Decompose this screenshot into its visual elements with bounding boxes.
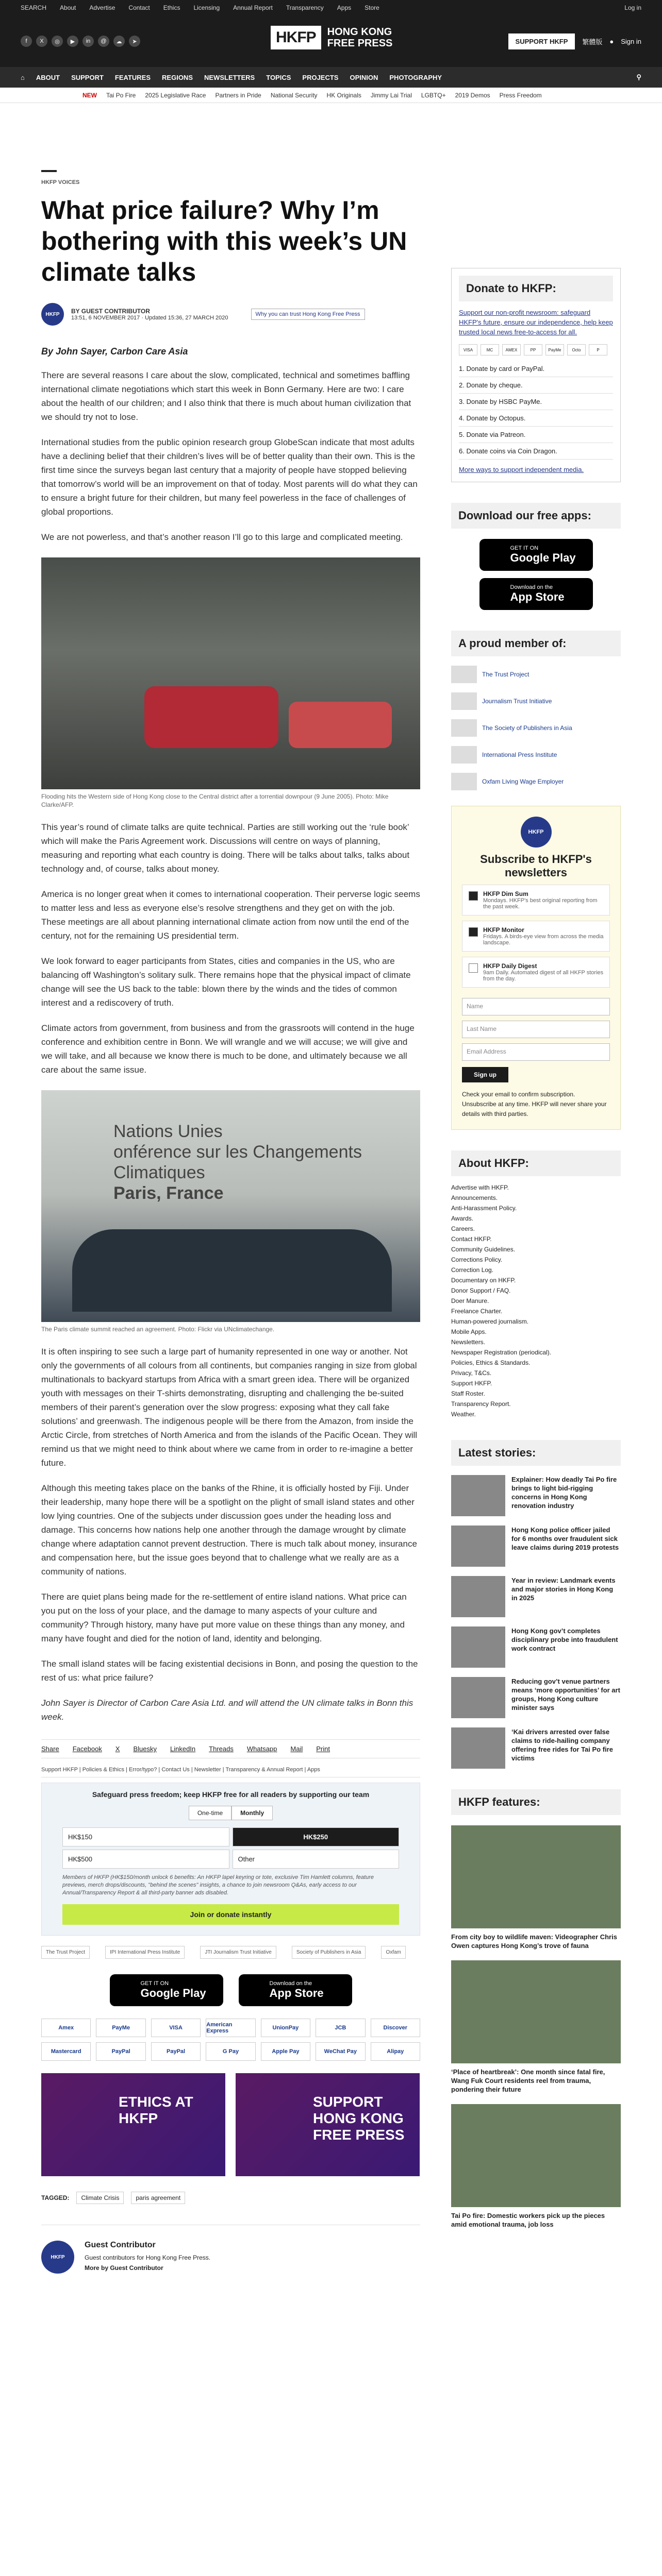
member-logo[interactable]: The Trust Project [451,666,621,683]
join-button[interactable]: Join or donate instantly [62,1904,399,1925]
payment-methods [41,2019,420,2061]
paragraph: There are several reasons I care about the slow, complicated, technical and sometimes baffling international climate negotiations which start this week in Bonn Germany. Here are two: I care about the health of our children; and I also think that there is much about human civilization that we should try not to lose. [41,370,411,422]
trust-logo[interactable]: IPI International Press Institute [105,1946,185,1959]
payment-logo: UnionPay [261,2019,310,2037]
about-link[interactable]: Staff Roster. [451,1390,485,1397]
top-utility-bar [0,0,662,15]
amount-option[interactable]: HK$500 [62,1850,229,1869]
latest-story[interactable]: Explainer: How deadly Tai Po fire brings to light bid-rigging concerns in Hong Kong renovation industry [451,1475,621,1516]
login-link[interactable]: Log in [624,4,641,11]
ethics-link[interactable]: Ethics [163,4,180,11]
donate-widget [451,268,621,482]
share-threads[interactable]: Threads [209,1745,234,1753]
author-box-name[interactable]: Guest Contributor [85,2241,156,2249]
payment-logo: American Express [206,2019,255,2037]
nav-item-support[interactable]: SUPPORT [71,73,104,81]
share-bluesky[interactable]: Bluesky [133,1745,157,1753]
about-links [451,1182,621,1419]
frequency-toggle [62,1806,399,1820]
paragraph: It is often inspiring to see such a large part of humanity represented in one way or another. Not only the governments of all colours from all continents, but companies ranging in size from global multinationals to backyard startups from Africa with a smart green idea. There will be organized youth with messages on their T-shirts demonstrating, disrupting and challenging the be-suited members of their parent’s generation over the slow progress: exposing what they call fake solutions’ and greenwash. The indigenous people will be there from the Amazon, from inside the Arctic Circle, from stretches of North America and from the islands of the Pacific Ocean. They will remind us that we might need to think about where we came from in order to re-imagine a better future. [41,1347,418,1468]
about-link[interactable]: Awards. [451,1215,474,1222]
payment-logo: Apple Pay [261,2042,310,2061]
photo-caption: Flooding hits the Western side of Hong Kong close to the Central district after a torrential downpour (9 June 2005). Photo: Mike Clarke/AFP. [41,793,389,808]
trending-link[interactable]: Press Freedom [499,91,542,99]
tags [41,2192,420,2204]
trending-link[interactable]: National Security [270,91,318,99]
app-store-badges [41,1974,420,2006]
donate-heading: Safeguard press freedom; keep HKFP free for all readers by supporting our team [92,1790,370,1799]
about-link[interactable]: Announcements. [451,1194,498,1201]
trending-link[interactable]: Partners in Pride [215,91,261,99]
author-box [41,2225,420,2274]
apps-link[interactable]: Apps [337,4,352,11]
latest-story[interactable]: Reducing gov’t venue partners means ‘more opportunities’ for art groups, Hong Kong culture minister says [451,1677,621,1718]
payment-icons [459,344,613,355]
site-header [0,15,662,67]
telegram-icon[interactable]: ➤ [129,36,140,47]
trust-logo[interactable]: Oxfam [381,1946,405,1959]
paragraph: International studies from the public opinion research group GlobeScan indicate that most adults have a declining belief that their children’s lives will be of better quality than their own. This is the first time since the surveys began last century that a majority of people have stopped believing that tomorrow’s world will be an improvement on that of today. Most parents will do what they can to ensure a bright future for their children, but many feel powerless in the face of challenges of global proportions. [41,437,418,517]
donate-method[interactable]: 4. Donate by Octopus. [459,410,613,427]
latest-story[interactable]: Year in review: Landmark events and major stories in Hong Kong in 2025 [451,1576,621,1617]
about-link[interactable]: Support HKFP. [451,1380,492,1387]
feature-story[interactable]: ‘Place of heartbreak’: One month since fatal fire, Wang Fuk Court residents reel from trauma, pondering their future [451,1960,621,2094]
nav-item-topics[interactable]: TOPICS [266,73,291,81]
member-logo[interactable]: The Society of Publishers in Asia [451,719,621,737]
section-label[interactable]: HKFP VOICES [41,179,80,185]
nav-item-newsletters[interactable]: NEWSLETTERS [204,73,255,81]
latest-story[interactable]: ‘Kai drivers arrested over false claims to ride-hailing company offering free rides for Tai Po fire victims [451,1727,621,1769]
trust-link[interactable]: Why you can trust Hong Kong Free Press [251,309,365,320]
about-link[interactable]: Corrections Policy. [451,1256,503,1263]
trust-logo[interactable]: JTI Journalism Trust Initiative [200,1946,276,1959]
licensing-link[interactable]: Licensing [193,4,220,11]
last-name-field[interactable]: Last Name [462,1021,610,1038]
share-whatsapp[interactable]: Whatsapp [246,1745,277,1753]
amount-option[interactable]: HK$150 [62,1827,229,1846]
paragraph: America is no longer great when it comes to international cooperation. Their perverse logic seems to matter less and less as everyone else’s resolve strengthens and they get on with the job. These meetings are all about planning international climate action from now until the end of the century, not for the remaining US presidential term. [41,889,420,941]
paragraph: This year’s round of climate talks are quite technical. Parties are still working out the ‘rule book’ which will make the Paris Agreement work. Discussions will centre on ways of planning, measuring and reporting what each country is doing. There will be talks about talks, talks about technology and, of course, talks about money. [41,822,410,874]
about-link[interactable]: Documentary on HKFP. [451,1277,516,1284]
nav-item-about[interactable]: ABOUT [36,73,60,81]
payment-logo: G Pay [206,2042,255,2061]
threads-icon[interactable]: @ [98,36,109,47]
donate-method[interactable]: 3. Donate by HSBC PayMe. [459,394,613,410]
hkfp-logo: HKFP [521,817,552,848]
member-logos [451,666,621,790]
flood-image [41,557,420,789]
author-name[interactable]: BY GUEST CONTRIBUTOR [71,308,150,315]
mastercard-icon: MC [481,344,499,355]
about-link[interactable]: Anti-Harassment Policy. [451,1205,517,1212]
tag-link[interactable]: paris agreement [131,2192,185,2204]
logo-mark: HKFP [271,26,321,49]
new-label: NEW [82,91,97,99]
section-rule [41,170,57,172]
newsletter-checkbox-dimsum[interactable]: HKFP Dim Sum Mondays. HKFP's best original reporting from the past week. [462,885,610,916]
author-avatar[interactable]: HKFP [41,2241,74,2274]
nav-item-projects[interactable]: PROJECTS [302,73,339,81]
contact-link[interactable]: Contact [128,4,150,11]
support-promo[interactable]: SUPPORT HONG KONG FREE PRESS [236,2073,420,2176]
paragraph: We are not powerless, and that’s another reason I’ll go to this large and complicated meeting. [41,532,403,542]
footer-links[interactable]: Support HKFP | Policies & Ethics | Error/typo? | Contact Us | Newsletter | Transparency & Annual Report | Apps [41,1767,420,1777]
more-by-author-link[interactable]: More by Guest Contributor [85,2264,163,2272]
about-link[interactable]: Community Guidelines. [451,1246,516,1253]
author-box-desc: Guest contributors for Hong Kong Free Press. [85,2254,211,2261]
trending-link[interactable]: Jimmy Lai Trial [370,91,412,99]
paris-photo [41,1090,420,1333]
google-play-badge[interactable]: GET IT ON Google Play [110,1974,223,2006]
about-link[interactable]: Weather. [451,1411,476,1418]
photo-caption: The Paris climate summit reached an agreement. Photo: Flickr via UNclimatechange. [41,1326,275,1333]
about-link[interactable]: Advertise with HKFP. [451,1184,509,1191]
store-link[interactable]: Store [365,4,379,11]
facebook-icon[interactable]: f [21,36,32,47]
nav-item-features[interactable]: FEATURES [114,73,151,81]
donate-method[interactable]: 2. Donate by cheque. [459,377,613,394]
payment-logo: JCB [316,2019,365,2037]
visa-icon: VISA [459,344,477,355]
amount-option-selected[interactable]: HK$250 [233,1827,400,1846]
about-title: About HKFP: [451,1150,621,1176]
trust-logo[interactable]: Society of Publishers in Asia [292,1946,366,1959]
trending-bar [0,88,662,103]
donate-method[interactable]: 6. Donate coins via Coin Dragon. [459,443,613,460]
payment-logo: PayPal [151,2042,201,2061]
sidebar [451,103,621,2274]
linkedin-icon[interactable]: in [82,36,94,47]
about-link[interactable]: Correction Log. [451,1266,494,1274]
support-button[interactable]: SUPPORT HKFP [508,33,575,49]
amount-options [62,1827,399,1869]
about-link[interactable]: Freelance Charter. [451,1308,503,1315]
about-link[interactable]: Mobile Apps. [451,1328,487,1335]
transparency-link[interactable]: Transparency [286,4,324,11]
latest-story[interactable]: Hong Kong gov’t completes disciplinary probe into fraudulent work contract [451,1626,621,1668]
trending-link[interactable]: Tai Po Fire [106,91,136,99]
signup-button[interactable]: Sign up [462,1067,508,1082]
member-title: A proud member of: [451,631,621,656]
latest-title: Latest stories: [451,1440,621,1466]
byline [41,303,420,326]
octopus-icon: Octo [567,344,586,355]
trust-logos [41,1946,420,1959]
email-field[interactable]: Email Address [462,1043,610,1061]
author-avatar[interactable]: HKFP [41,303,64,326]
google-play-badge[interactable]: GET IT ON Google Play [479,539,593,571]
feature-story[interactable]: Tai Po fire: Domestic workers pick up the pieces amid emotional trauma, job loss [451,2104,621,2229]
annual-report-link[interactable]: Annual Report [233,4,273,11]
amex-icon: AMEX [502,344,521,355]
search-icon[interactable]: ⚲ [636,73,641,81]
member-logo[interactable]: International Press Institute [451,746,621,764]
name-field[interactable]: Name [462,998,610,1015]
article [41,103,420,2274]
more-ways-link[interactable]: More ways to support independent media. [459,466,584,473]
about-link[interactable]: Donor Support / FAQ. [451,1287,511,1294]
signin-link[interactable]: Sign in [621,37,641,45]
nav-item-photography[interactable]: PHOTOGRAPHY [389,73,442,81]
member-perks: Members of HKFP (HK$150/month unlock 6 benefits: An HKFP lapel keyring or tote, exclusive Tim Hamlett columns, feature previews, merch drops/discounts, "behind the scenes" insights, a chance to join newsroom Q&As, early access to our Annual/Transparency Report & all third-party banner ads disabled. [62,1874,374,1896]
share-facebook[interactable]: Facebook [72,1745,102,1753]
newsletter-note: Check your email to confirm subscription. Unsubscribe at any time. HKFP will never share your details with third parties. [462,1091,607,1117]
amount-other[interactable]: Other [233,1850,400,1869]
patreon-icon: P [589,344,607,355]
about-link[interactable]: Transparency Report. [451,1400,511,1408]
member-logo[interactable]: Journalism Trust Initiative [451,692,621,710]
article-dates: 13:51, 6 NOVEMBER 2017 · Updated 15:36, 27 MARCH 2020 [71,315,228,321]
flood-photo [41,557,420,809]
about-link[interactable]: About [60,4,76,11]
trust-logo[interactable]: The Trust Project [41,1946,90,1959]
about-link[interactable]: Policies, Ethics & Standards. [451,1359,531,1366]
payment-logo: WeChat Pay [316,2042,365,2061]
trending-link[interactable]: 2019 Demos [455,91,490,99]
about-link[interactable]: Newsletters. [451,1338,486,1346]
member-logo[interactable]: Oxfam Living Wage Employer [451,773,621,790]
donate-method[interactable]: 1. Donate by card or PayPal. [459,361,613,377]
share-x[interactable]: X [115,1745,120,1753]
payment-logo: Mastercard [41,2042,91,2061]
feature-story[interactable]: From city boy to wildlife maven: Videographer Chris Owen captures Hong Kong’s trove of fauna [451,1825,621,1950]
paragraph: The small island states will be facing existential decisions in Bonn, and posing the question to the rest of us: what price failure? [41,1659,418,1683]
donate-methods [459,361,613,460]
home-icon[interactable]: ⌂ [21,73,25,81]
share-mail[interactable]: Mail [290,1745,303,1753]
summit-sign: Nations Unies onférence sur les Changements Climatiques Paris, France [113,1122,362,1203]
about-link[interactable]: Privacy, T&Cs. [451,1369,492,1377]
payment-logo: Alipay [371,2042,420,2061]
paypal-icon: PP [524,344,542,355]
paragraph: Climate actors from government, from business and from the grassroots will contend in the huge conference and exhibition centre in Bonn. We will wrangle and we will accuse; we will give and we will take, and all because we know there is much to be done, and ultimately because we all care about the same issue. [41,1023,415,1075]
share-bar [41,1739,420,1758]
x-icon[interactable]: X [36,36,47,47]
social-icons [21,36,140,47]
share-label: Share [41,1745,59,1753]
paris-image [41,1090,420,1322]
author-note: John Sayer is Director of Carbon Care Asia Ltd. and will attend the UN climate talks in Bonn this week. [41,1698,413,1722]
newsletter-title: Subscribe to HKFP's newsletters [480,853,592,879]
donate-method[interactable]: 5. Donate via Patreon. [459,427,613,443]
paragraph: Although this meeting takes place on the banks of the Rhine, it is officially hosted by Fiji. Under their leadership, many hope there will be a spotlight on the plight of small island states and other low lying countries. One of the subjects under discussion goes under the heading loss and damage. This concerns how nations help one another through the damage wrought by climate change where adaptation cannot prevent destruction. There is much talk about money, insurance and compensation here, but the issue goes beyond that to challenge what we really are as a community of nations. [41,1483,417,1577]
ethics-promo[interactable]: ETHICS AT HKFP [41,2073,225,2176]
donate-box [41,1783,420,1936]
payment-logo: Discover [371,2019,420,2037]
trending-link[interactable]: 2025 Legislative Race [145,91,206,99]
about-link[interactable]: Human-powered journalism. [451,1318,529,1325]
trending-link[interactable]: HK Originals [326,91,361,99]
share-print[interactable]: Print [316,1745,330,1753]
site-logo[interactable] [271,26,392,49]
nav-item-regions[interactable]: REGIONS [162,73,193,81]
sidebar-app-badges [451,539,621,610]
user-icon[interactable]: ● [609,37,614,45]
donate-intro[interactable]: Support our non-profit newsroom: safeguard HKFP's future, ensure our independence, help keep trusted local news free-to-access for all. [459,309,613,336]
about-link[interactable]: Doer Manure. [451,1297,489,1304]
payment-logo: Amex [41,2019,91,2037]
one-time-option[interactable]: One-time [189,1806,231,1820]
about-link[interactable]: Newspaper Registration (periodical). [451,1349,552,1356]
about-link[interactable]: Careers. [451,1225,475,1232]
advertise-link[interactable]: Advertise [89,4,115,11]
payment-logo: PayPal [96,2042,145,2061]
trending-link[interactable]: LGBTQ+ [421,91,446,99]
newsletter-signup [451,806,621,1130]
main-nav [0,67,662,88]
donate-title: Donate to HKFP: [459,276,613,301]
bluesky-icon[interactable]: ☁ [113,36,125,47]
article-title: What price failure? Why I’m bothering with this week’s UN climate talks [41,196,407,286]
paragraph: There are quiet plans being made for the re-settlement of entire island nations. What price can you put on the loss of your place, and the damage to many aspects of your culture and community? Through history, many have put more value on these things than any money, and many have fought and died for the notion of land, identity and belonging. [41,1592,407,1643]
search-link[interactable]: SEARCH [21,4,47,11]
app-store-badge[interactable]: Download on the App Store [479,578,593,610]
share-linkedin[interactable]: LinkedIn [170,1745,196,1753]
nav-item-opinion[interactable]: OPINION [350,73,378,81]
payment-logo: VISA [151,2019,201,2037]
apps-title: Download our free apps: [451,503,621,529]
tag-link[interactable]: Climate Crisis [76,2192,124,2204]
payme-icon: PayMe [545,344,564,355]
about-link[interactable]: Contact HKFP. [451,1235,492,1243]
paragraph: We look forward to eager participants from States, cities and companies in the US, who are balancing off Washington’s solitary sulk. There remains hope that the physical impact of climate change will see the US back to the table: blown there by the winds and the tides of common interest and a rediscovery of truth. [41,956,411,1008]
promo-banners [41,2073,420,2176]
newsletter-checkbox-monitor[interactable]: HKFP Monitor Fridays. A birds-eye view from across the media landscape. [462,921,610,952]
latest-story[interactable]: Hong Kong police officer jailed for 6 months over fraudulent sick leave claims during 2019 protests [451,1526,621,1567]
app-store-badge[interactable]: Download on the App Store [239,1974,352,2006]
article-author: By John Sayer, Carbon Care Asia [41,346,188,357]
tags-label: TAGGED: [41,2194,70,2201]
instagram-icon[interactable]: ◎ [52,36,63,47]
monthly-option[interactable]: Monthly [231,1806,273,1820]
logo-text: HONG KONG FREE PRESS [327,26,393,49]
features-title: HKFP features: [451,1789,621,1815]
youtube-icon[interactable]: ▶ [67,36,78,47]
newsletter-checkbox-digest[interactable]: HKFP Daily Digest 9am Daily. Automated digest of all HKFP stories from the day. [462,957,610,988]
language-link[interactable]: 繁體版 [582,38,603,46]
payment-logo: PayMe [96,2019,145,2037]
